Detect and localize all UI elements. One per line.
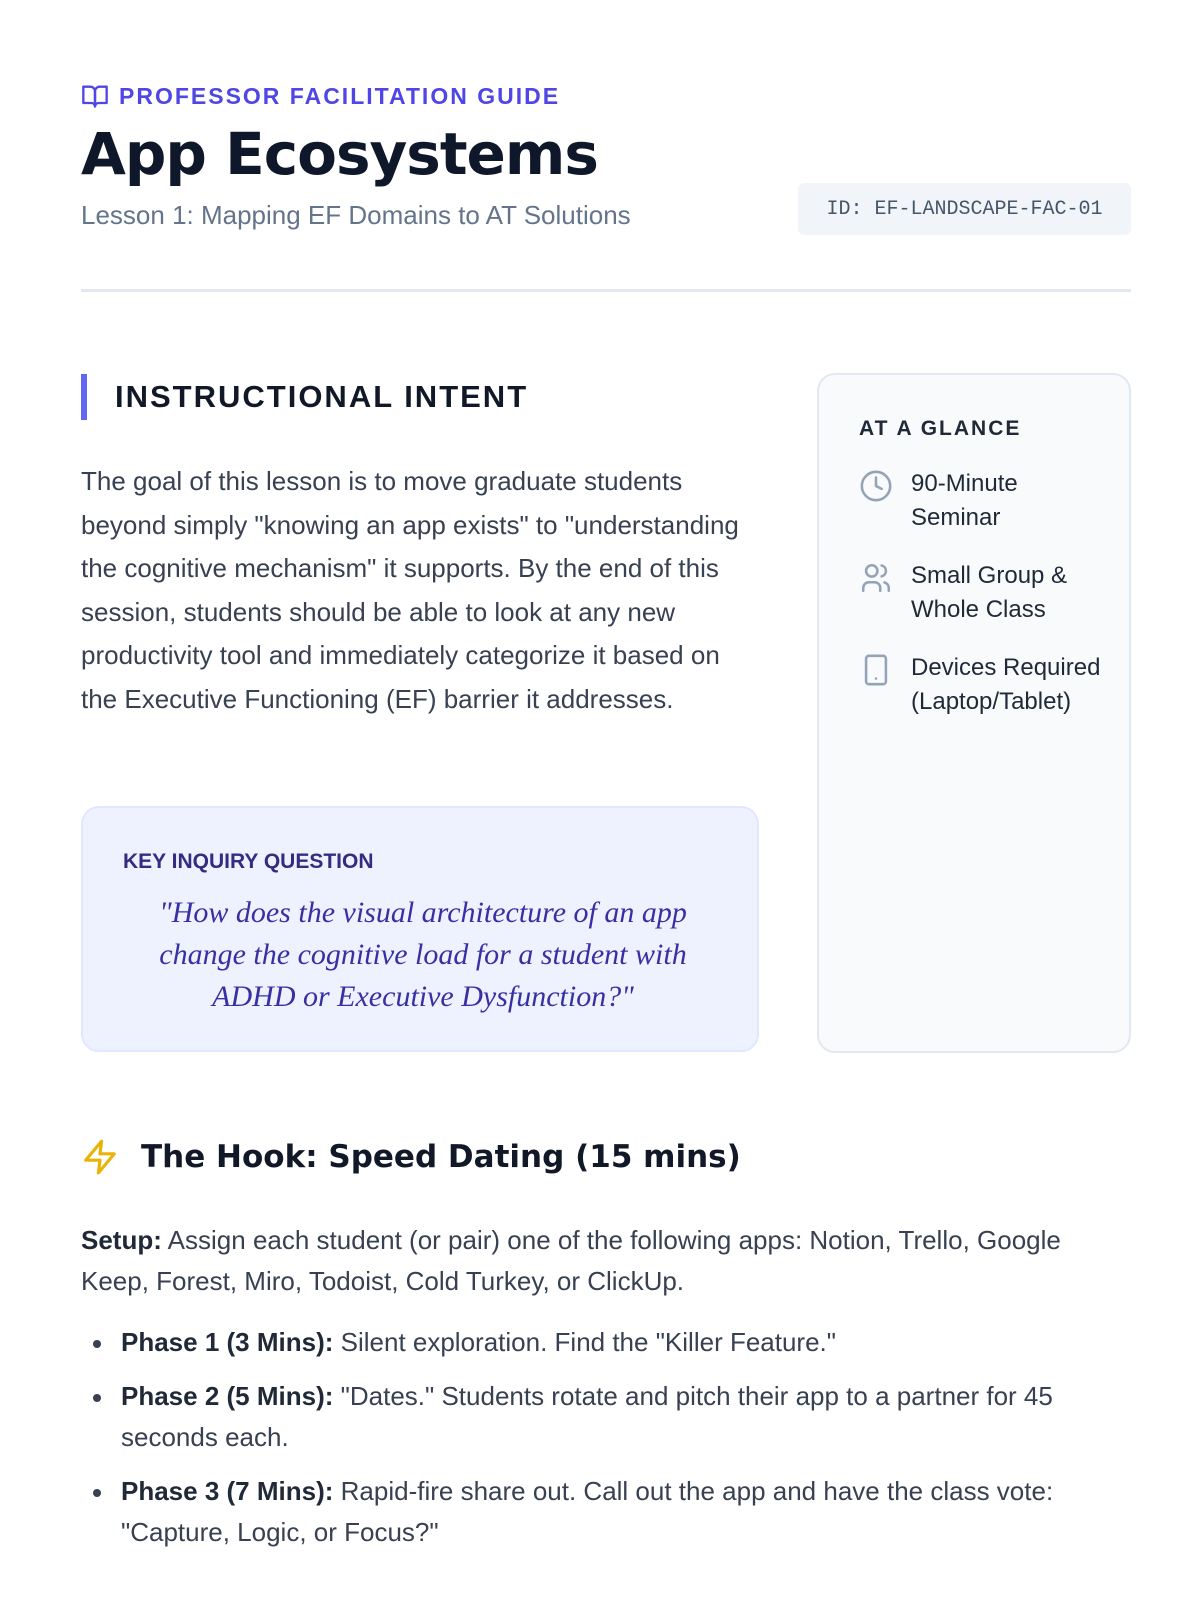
phase-text: Silent exploration. Find the "Killer Feature." bbox=[333, 1327, 837, 1357]
lesson-id-badge: ID: EF-LANDSCAPE-FAC-01 bbox=[798, 183, 1131, 235]
glance-item-text: Small Group & Whole Class bbox=[911, 562, 1068, 623]
phase-list bbox=[81, 1322, 1131, 1566]
phase-text: "Dates." Students rotate and pitch their app to a partner for 45 seconds each. bbox=[121, 1381, 1053, 1452]
kicker-text: PROFESSOR FACILITATION GUIDE bbox=[119, 82, 561, 109]
list-item bbox=[81, 1376, 1131, 1458]
guide-kicker bbox=[81, 82, 560, 110]
list-item bbox=[81, 1322, 1131, 1363]
hook-setup bbox=[81, 1220, 1131, 1302]
setup-text: Assign each student (or pair) one of the following apps: Notion, Trello, Google Keep, Forest, Miro, Todoist, Cold Turkey, or ClickUp. bbox=[81, 1225, 1061, 1296]
tablet-icon bbox=[859, 653, 893, 687]
at-a-glance-card bbox=[817, 373, 1131, 1053]
key-inquiry-box bbox=[81, 806, 759, 1052]
list-item bbox=[81, 1471, 1131, 1553]
phase-label: Phase 3 (7 Mins): bbox=[121, 1476, 334, 1506]
hook-title: The Hook: Speed Dating (15 mins) bbox=[141, 1139, 741, 1175]
hook-section-header bbox=[81, 1137, 741, 1177]
inquiry-label: KEY INQUIRY QUESTION bbox=[123, 850, 374, 873]
glance-item-text: 90-Minute Seminar bbox=[911, 470, 1018, 531]
glance-title: AT A GLANCE bbox=[859, 417, 1022, 440]
page-title: App Ecosystems bbox=[81, 120, 598, 188]
glance-item-text: Devices Required (Laptop/Tablet) bbox=[911, 654, 1101, 715]
users-icon bbox=[859, 561, 893, 595]
lightning-icon bbox=[81, 1137, 119, 1177]
intent-title: INSTRUCTIONAL INTENT bbox=[115, 379, 529, 414]
book-open-icon bbox=[81, 82, 109, 110]
glance-item-duration bbox=[859, 467, 1111, 535]
glance-item-grouping bbox=[859, 559, 1111, 627]
glance-item-devices bbox=[859, 651, 1111, 719]
section-accent-bar bbox=[81, 374, 87, 420]
header-divider bbox=[81, 289, 1131, 292]
setup-label: Setup: bbox=[81, 1225, 162, 1255]
inquiry-quote: "How does the visual architecture of an app change the cognitive load for a student with ADHD or Executive Dysfunction?" bbox=[159, 896, 687, 1013]
page-subtitle: Lesson 1: Mapping EF Domains to AT Solutions bbox=[81, 200, 631, 230]
intent-body: The goal of this lesson is to move graduate students beyond simply "knowing an app exists" to "understanding the cognitive mechanism" it supports. By the end of this session, students should be able to look at any new productivity tool and immediately categorize it based on the Executive Functioning (EF) barrier it addresses. bbox=[81, 466, 739, 714]
phase-label: Phase 2 (5 Mins): bbox=[121, 1381, 334, 1411]
phase-label: Phase 1 (3 Mins): bbox=[121, 1327, 334, 1357]
phase-text: Rapid-fire share out. Call out the app and have the class vote: "Capture, Logic, or Focus?" bbox=[121, 1476, 1054, 1547]
clock-icon bbox=[859, 469, 893, 503]
intent-section-header bbox=[81, 374, 528, 420]
